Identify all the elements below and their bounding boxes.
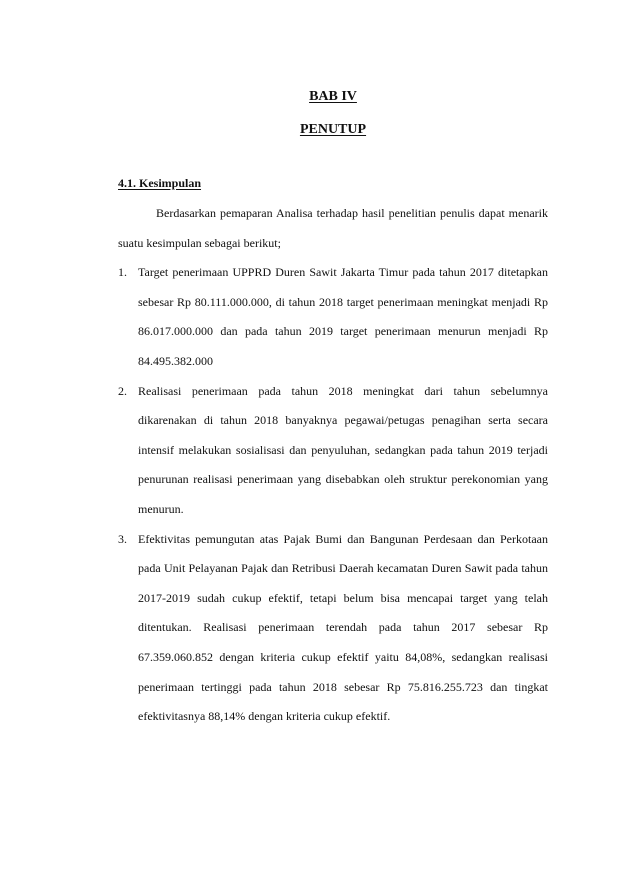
list-item-number: 3. xyxy=(118,531,127,546)
chapter-title: PENUTUP xyxy=(299,122,367,137)
list-item-text: Efektivitas pemungutan atas Pajak Bumi dan Bangunan Perdesaan dan Perkotaan pada Unit Pelayanan Pajak dan Retribusi Daerah kecamatan Duren Sawit pada tahun 2017-2019 sudah cukup efektif, tetapi belum bisa mencapai target yang telah ditentukan. Realisasi penerimaan terendah pada tahun 2017 sebesar Rp 67.359.060.852 dengan kriteria cukup efektif yaitu 84,08%, sedangkan realisasi penerimaan tertinggi pada tahun 2018 sebesar Rp 75.816.255.723 dan tingkat efektivitasnya 88,14% dengan kriteria cukup efektif. xyxy=(138,531,548,724)
list-item xyxy=(118,258,548,376)
list-item-number: 2. xyxy=(118,383,127,398)
chapter-number: BAB IV xyxy=(309,89,357,104)
list-item-text: Target penerimaan UPPRD Duren Sawit Jakarta Timur pada tahun 2017 ditetapkan sebesar Rp 80.111.000.000, di tahun 2018 target penerimaan meningkat menjadi Rp 86.017.000.000 dan pada tahun 2019 target penerimaan menurun menjadi Rp 84.495.382.000 xyxy=(138,265,548,368)
list-item xyxy=(118,377,548,525)
list-item-text: Realisasi penerimaan pada tahun 2018 meningkat dari tahun sebelumnya dikarenakan di tahun 2018 banyaknya pegawai/petugas penagihan serta secara intensif melakukan sosialisasi dan penyuluhan, sedangkan pada tahun 2019 terjadi penurunan realisasi penerimaan yang disebabkan oleh struktur perekonomian yang menurun. xyxy=(138,383,548,516)
document-body xyxy=(118,199,548,732)
conclusion-list xyxy=(118,258,548,732)
list-item xyxy=(118,525,548,732)
intro-paragraph: Berdasarkan pemaparan Analisa terhadap hasil penelitian penulis dapat menarik suatu kesimpulan sebagai berikut; xyxy=(118,206,548,250)
section-heading: 4.1. Kesimpulan xyxy=(118,176,202,190)
list-item-number: 1. xyxy=(118,265,127,280)
